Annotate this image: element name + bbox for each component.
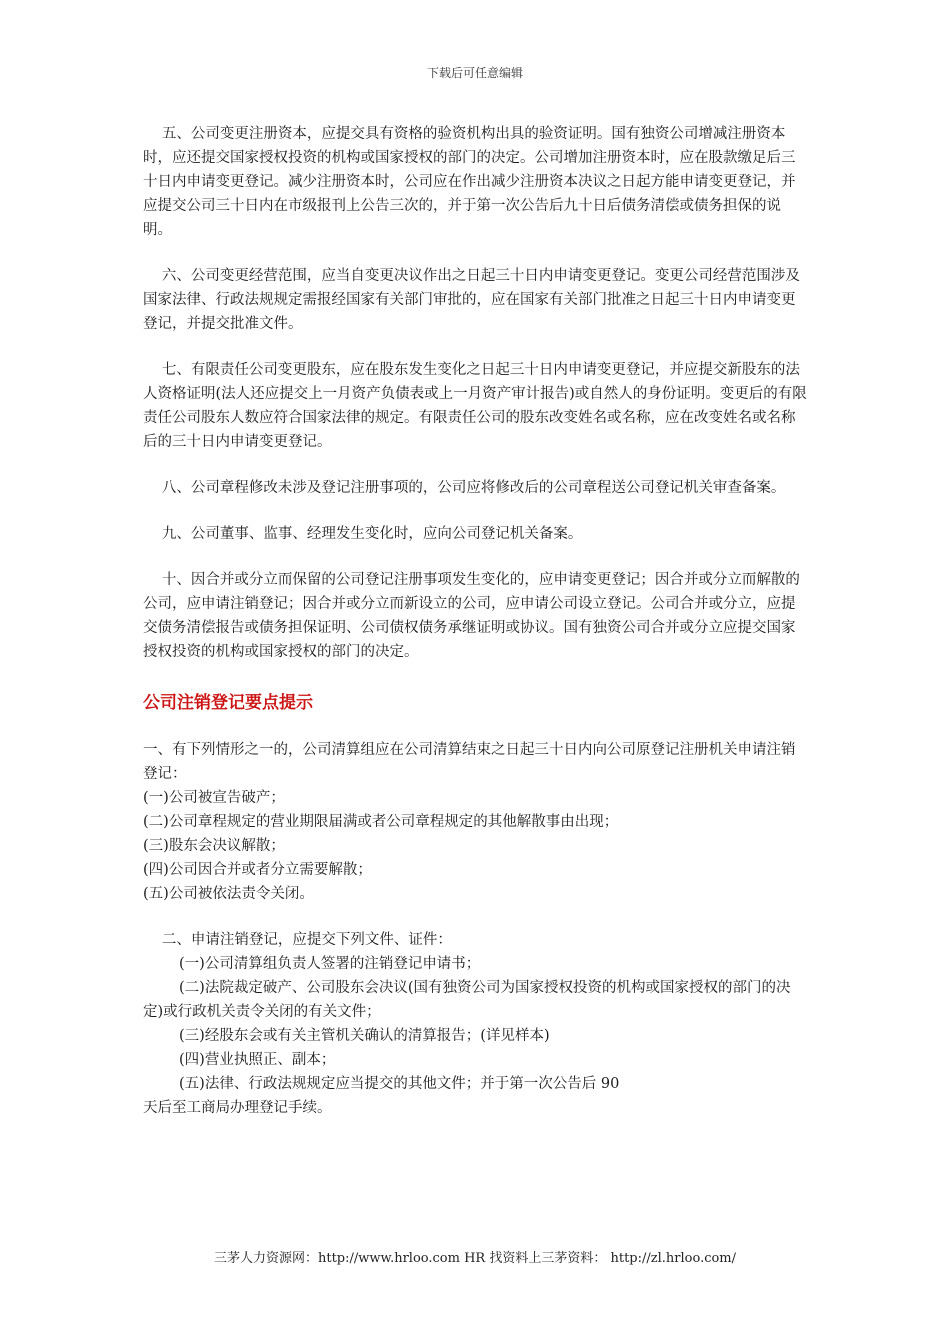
document-body <box>143 122 807 1120</box>
document-item-2: (二)法院裁定破产、公司股东会决议(国有独资公司为国家授权投资的机构或国家授权的部门的决定)或行政机关责令关闭的有关文件； <box>143 980 791 1020</box>
case-item-1: (一)公司被宣告破产； <box>143 790 285 806</box>
page-footer: 三茅人力资源网：http://www.hrloo.com HR 找资料上三茅资料： http://zl.hrloo.com/ <box>213 1251 737 1266</box>
paragraph-5: 五、公司变更注册资本，应提交具有资格的验资机构出具的验资证明。国有独资公司增减注册资本时，应还提交国家授权投资的机构或国家授权的部门的决定。公司增加注册资本时，应在股款缴足后三十日内申请变更登记。减少注册资本时，公司应在作出减少注册资本决议之日起方能申请变更登记，并应提交公司三十日内在市级报刊上公告三次的，并于第一次公告后九十日后债务清偿或债务担保的说明。 <box>143 126 796 238</box>
document-item-5: (五)法律、行政法规规定应当提交的其他文件；并于第一次公告后 90 <box>179 1076 620 1092</box>
case-item-3: (三)股东会决议解散； <box>143 838 285 854</box>
case-item-5: (五)公司被依法责令关闭。 <box>143 886 314 902</box>
paragraph-10: 十、因合并或分立而保留的公司登记注册事项发生变化的，应申请变更登记；因合并或分立而解散的公司，应申请注销登记；因合并或分立而新设立的公司，应申请公司设立登记。公司合并或分立，应提交债务清偿报告或债务担保证明、公司债权债务承继证明或协议。国有独资公司合并或分立应提交国家授权投资的机构或国家授权的部门的决定。 <box>143 572 800 660</box>
section-title: 公司注销登记要点提示 <box>143 693 313 713</box>
documents-intro: 二、申请注销登记，应提交下列文件、证件： <box>161 932 452 948</box>
paragraph-6: 六、公司变更经营范围，应当自变更决议作出之日起三十日内申请变更登记。变更公司经营范围涉及国家法律、行政法规规定需报经国家有关部门审批的，应在国家有关部门批准之日起三十日内申请变更登记，并提交批准文件。 <box>143 268 800 332</box>
paragraph-9: 九、公司董事、监事、经理发生变化时，应向公司登记机关备案。 <box>161 526 583 542</box>
case-item-4: (四)公司因合并或者分立需要解散； <box>143 862 372 878</box>
document-item-3: (三)经股东会或有关主管机关确认的清算报告；(详见样本) <box>179 1028 550 1044</box>
page-header: 下载后可任意编辑 <box>426 66 523 80</box>
case-item-2: (二)公司章程规定的营业期限届满或者公司章程规定的其他解散事由出现； <box>143 814 619 830</box>
paragraph-7: 七、有限责任公司变更股东，应在股东发生变化之日起三十日内申请变更登记，并应提交新股东的法人资格证明(法人还应提交上一月资产负债表或上一月资产审计报告)或自然人的身份证明。变更后的有限责任公司股东人数应符合国家法律的规定。有限责任公司的股东改变姓名或名称，应在改变姓名或名称后的三十日内申请变更登记。 <box>143 362 807 450</box>
document-item-4: (四)营业执照正、副本； <box>179 1052 336 1068</box>
deregistration-intro: 一、有下列情形之一的，公司清算组应在公司清算结束之日起三十日内向公司原登记注册机关申请注销登记： <box>143 742 796 782</box>
paragraph-8: 八、公司章程修改未涉及登记注册事项的，公司应将修改后的公司章程送公司登记机关审查备案。 <box>161 480 786 496</box>
document-item-1: (一)公司清算组负责人签署的注销登记申请书； <box>179 956 481 972</box>
documents-tail: 天后至工商局办理登记手续。 <box>143 1100 332 1116</box>
